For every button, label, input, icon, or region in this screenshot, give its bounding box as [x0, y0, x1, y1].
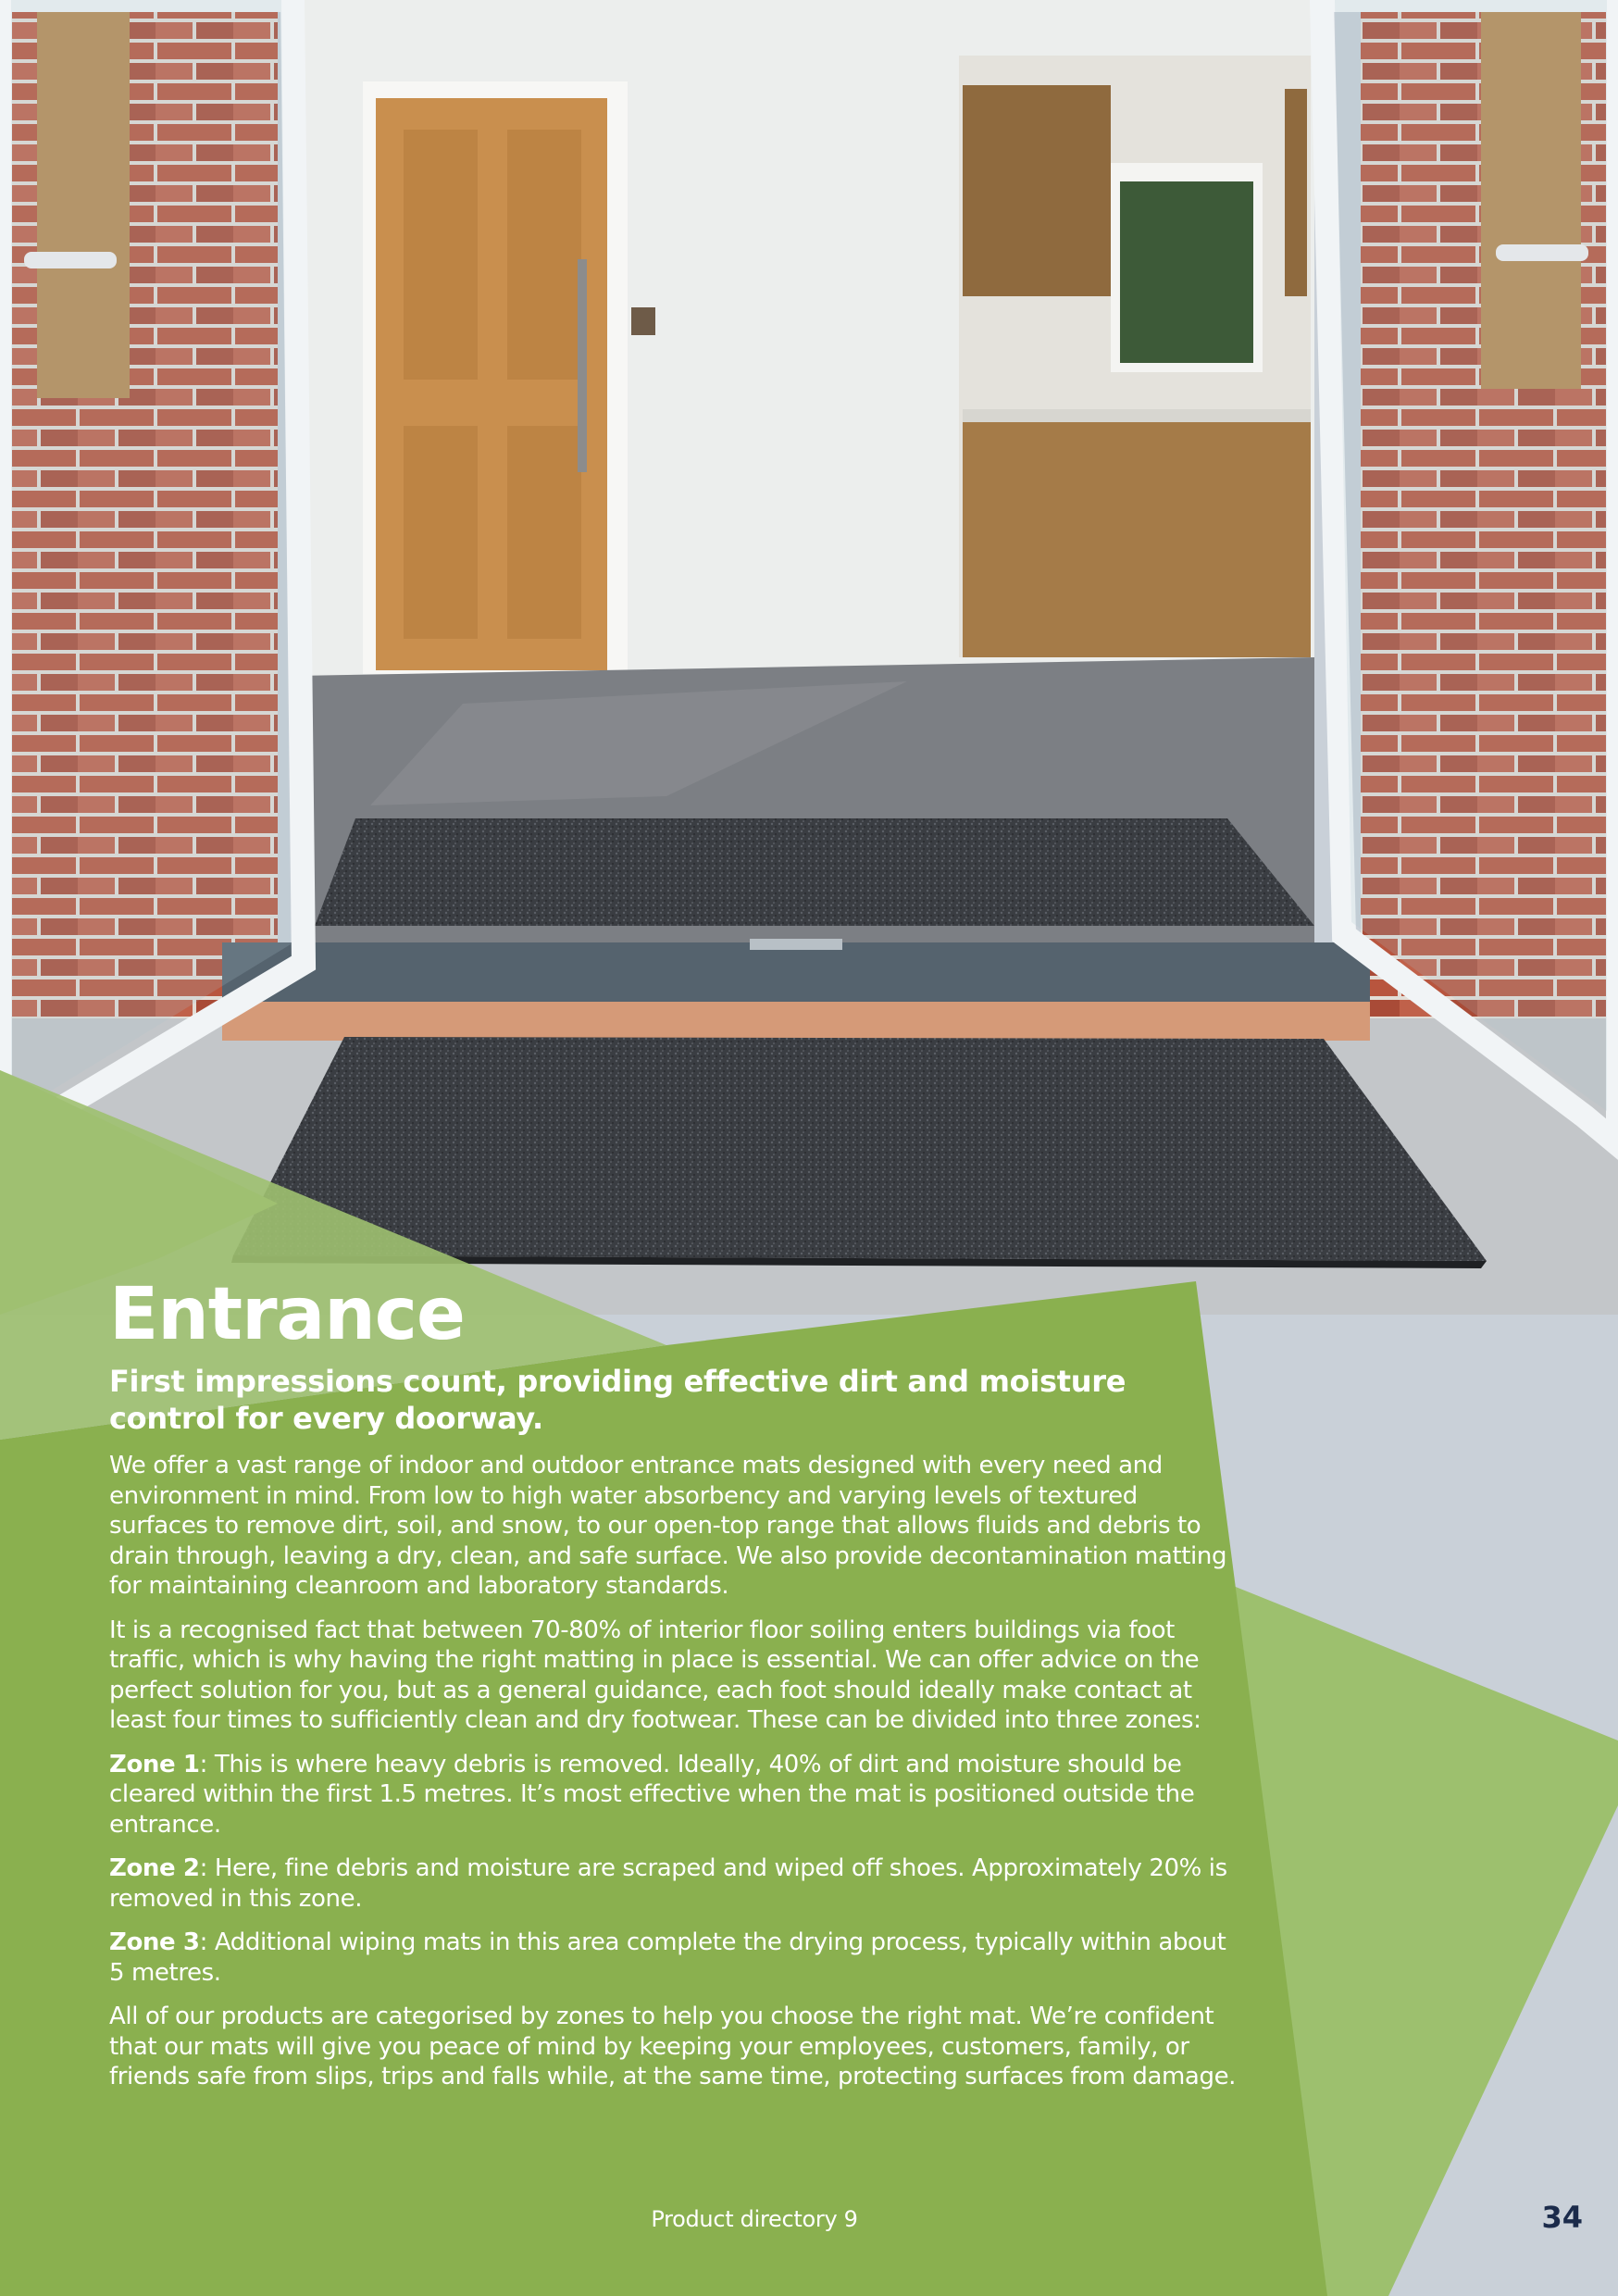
section-title: Entrance — [109, 1273, 465, 1356]
zone-3-label: Zone 3 — [109, 1928, 200, 1957]
zone-2-paragraph — [109, 1853, 1240, 1914]
footer-directory-label: Product directory 9 — [651, 2206, 858, 2232]
entrance-copy — [109, 1273, 1240, 2106]
zone-3-text: : Additional wiping mats in this area complete the drying process, typically within about 5 metres. — [109, 1928, 1226, 1987]
zone-3-paragraph — [109, 1928, 1240, 1988]
zone-1-label: Zone 1 — [109, 1750, 200, 1778]
section-subtitle: First impressions count, providing effective dirt and moisture control for every doorway. — [109, 1363, 1126, 1437]
zone-2-text: : Here, fine debris and moisture are scraped and wiped off shoes. Approximately 20% is removed in this zone. — [109, 1854, 1227, 1913]
zone-1-paragraph — [109, 1750, 1240, 1841]
intro-paragraph: We offer a vast range of indoor and outdoor entrance mats designed with every need and environment in mind. From low to high water absorbency and varying levels of textured surfaces to remove dirt, soil, and snow, to our open-top range that allows fluids and debris to drain through, leaving a dry, clean, and safe surface. We also provide decontamination matting for maintaining cleanroom and laboratory standards. — [109, 1452, 1227, 1601]
soiling-paragraph: It is a recognised fact that between 70-80% of interior floor soiling enters buildings via foot traffic, which is why having the right matting in place is essential. We can offer advice on the perfect solution for you, but as a general guidance, each foot should ideally make contact at least four times to sufficiently clean and dry footwear. These can be divided into three zones: — [109, 1616, 1201, 1735]
page-number: 34 — [1541, 2200, 1583, 2235]
zone-2-label: Zone 2 — [109, 1854, 200, 1883]
zone-1-text: : This is where heavy debris is removed. Ideally, 40% of dirt and moisture should be cleared within the first 1.5 metres. It’s most effective when the mat is positioned outside the entrance. — [109, 1750, 1195, 1839]
closing-paragraph: All of our products are categorised by zones to help you choose the right mat. We’re confident that our mats will give you peace of mind by keeping your employees, customers, family, or friends safe from slips, trips and falls while, at the same time, protecting surfaces from damage. — [109, 2003, 1237, 2091]
